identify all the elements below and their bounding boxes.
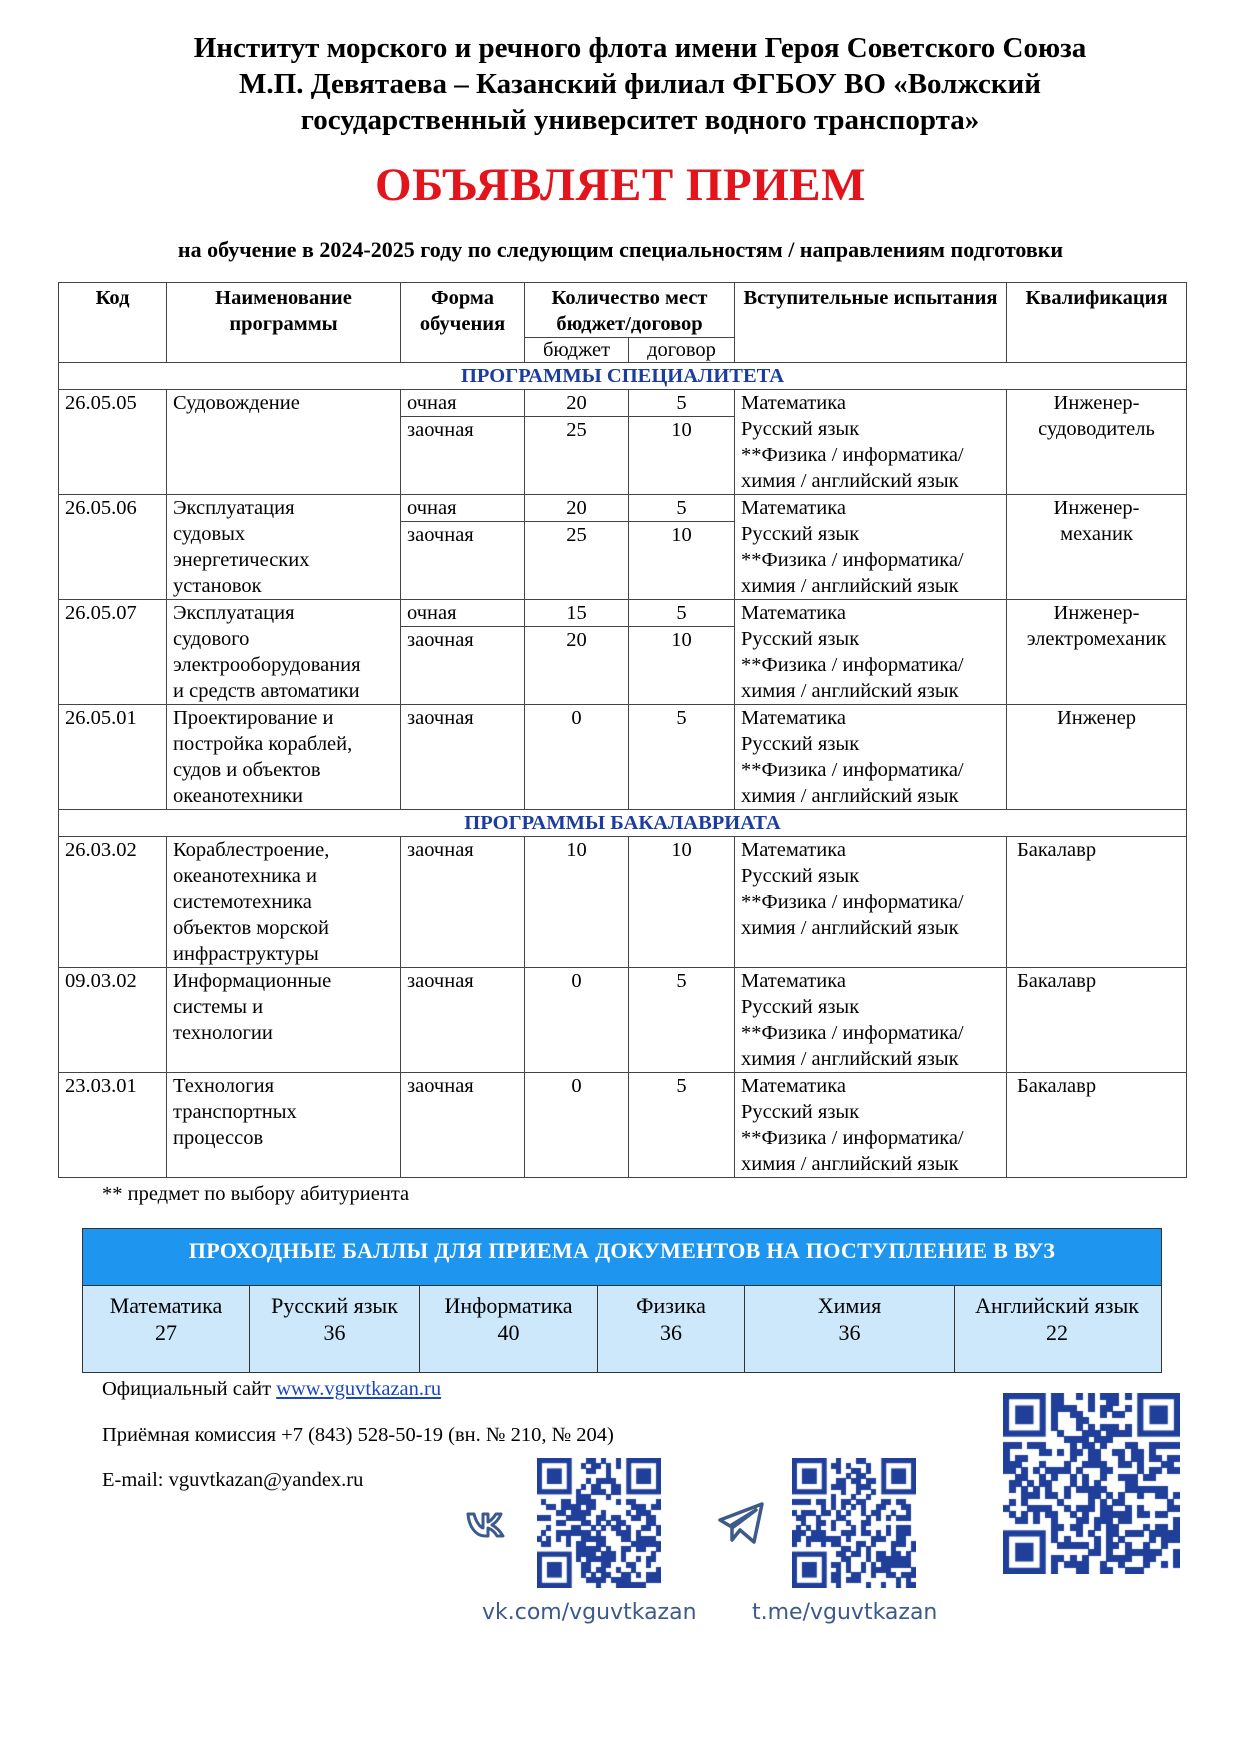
entrance-exams: [735, 968, 1007, 1073]
cell-line: Инженер-: [1053, 392, 1140, 414]
program-name: [167, 968, 401, 1073]
table-row: [59, 495, 1187, 522]
exam-line: химия / английский язык: [741, 1153, 959, 1175]
cell-line: энергетических: [173, 549, 310, 571]
cell-line: постройка кораблей,: [173, 733, 353, 755]
contract-seats: 5: [629, 600, 735, 627]
cell-line: судовых: [173, 523, 246, 545]
budget-seats: 0: [525, 968, 629, 1073]
footnote: ** предмет по выбору абитуриента: [102, 1183, 410, 1205]
contract-seats: 10: [629, 522, 735, 600]
entrance-exams: [735, 837, 1007, 968]
table-row: [59, 1073, 1187, 1178]
programs-table: [58, 282, 1187, 1178]
cell-line: технологии: [173, 1022, 273, 1044]
exam-line: Математика: [741, 707, 846, 729]
title-line-3: государственный университет водного транспорта»: [300, 104, 980, 136]
exam-line: Русский язык: [741, 865, 860, 887]
qualification: [1007, 390, 1187, 495]
cell-line: электрооборудования: [173, 654, 361, 676]
exam-line: **Физика / информатика/: [741, 444, 964, 466]
entrance-exams: [735, 1073, 1007, 1178]
passing-scores-title: ПРОХОДНЫЕ БАЛЛЫ ДЛЯ ПРИЕМА ДОКУМЕНТОВ НА ПОСТУПЛЕНИЕ В ВУЗ: [83, 1229, 1161, 1286]
entrance-exams: [735, 600, 1007, 705]
score-value: 36: [323, 1320, 346, 1345]
contract-seats: 5: [629, 390, 735, 417]
exam-line: химия / английский язык: [741, 1048, 959, 1070]
score-cell-chemistry: [745, 1286, 955, 1372]
contract-seats: 10: [629, 417, 735, 495]
exam-line: химия / английский язык: [741, 917, 959, 939]
entrance-exams: [735, 705, 1007, 810]
qualification: [1007, 837, 1187, 968]
cell-line: Кораблестроение,: [173, 839, 330, 861]
vk-link[interactable]: vk.com/vguvtkazan: [482, 1600, 697, 1625]
score-value: 40: [497, 1320, 520, 1345]
subtitle: на обучение в 2024-2025 году по следующим специальностям / направлениям подготовки: [177, 237, 1064, 262]
program-name: [167, 705, 401, 810]
qr-code-telegram: [792, 1458, 916, 1588]
program-name: [167, 495, 401, 600]
contract-seats: 5: [629, 968, 735, 1073]
qualification: [1007, 705, 1187, 810]
program-name: [167, 837, 401, 968]
score-cell-physics: [598, 1286, 745, 1372]
score-cell-english: [955, 1286, 1159, 1372]
exam-line: Русский язык: [741, 996, 860, 1018]
program-code: 26.03.02: [59, 837, 167, 968]
cell-line: Технология: [173, 1075, 275, 1097]
score-cell-informatics: [420, 1286, 598, 1372]
qualification: [1007, 600, 1187, 705]
cell-line: системотехника: [173, 891, 312, 913]
section-row: [59, 810, 1187, 837]
cell-line: механик: [1060, 523, 1133, 545]
telegram-icon[interactable]: [716, 1500, 768, 1546]
budget-seats: 20: [525, 495, 629, 522]
header-exams: Вступительные испытания: [735, 283, 1007, 363]
title-line-1: Институт морского и речного флота имени Героя Советского Союза: [193, 32, 1087, 64]
cell-line: объектов морской: [173, 917, 330, 939]
header-budget: бюджет: [525, 338, 629, 363]
contract-seats: 10: [629, 837, 735, 968]
cell-line: Бакалавр: [1017, 1075, 1097, 1097]
admissions-phone: Приёмная комиссия +7 (843) 528-50-19 (вн. № 210, № 204): [102, 1424, 614, 1446]
budget-seats: 10: [525, 837, 629, 968]
contract-seats: 5: [629, 705, 735, 810]
study-form: заочная: [401, 522, 525, 600]
program-code: 09.03.02: [59, 968, 167, 1073]
exam-line: Русский язык: [741, 628, 860, 650]
study-form: заочная: [401, 1073, 525, 1178]
announcement-heading: ОБЪЯВЛЯЕТ ПРИЕМ: [375, 159, 866, 211]
qualification: [1007, 495, 1187, 600]
cell-line: транспортных: [173, 1101, 297, 1123]
cell-line: установок: [173, 575, 262, 597]
header-program: Наименование программы: [167, 283, 401, 363]
exam-line: химия / английский язык: [741, 470, 959, 492]
programs-body: [59, 363, 1187, 1178]
exam-line: **Физика / информатика/: [741, 549, 964, 571]
entrance-exams: [735, 390, 1007, 495]
qualification: [1007, 1073, 1187, 1178]
cell-line: Эксплуатация: [173, 497, 295, 519]
program-name: [167, 1073, 401, 1178]
email: E-mail: vguvtkazan@yandex.ru: [102, 1469, 364, 1491]
telegram-link[interactable]: t.me/vguvtkazan: [752, 1600, 938, 1625]
contract-seats: 5: [629, 495, 735, 522]
header-code: Код: [59, 283, 167, 363]
score-subject: Русский язык: [271, 1293, 398, 1318]
study-form: заочная: [401, 627, 525, 705]
budget-seats: 0: [525, 705, 629, 810]
section-row: [59, 363, 1187, 390]
cell-line: Бакалавр: [1017, 839, 1097, 861]
budget-seats: 15: [525, 600, 629, 627]
cell-line: судового: [173, 628, 250, 650]
header-seats: Количество мест бюджет/договор: [525, 283, 735, 338]
budget-seats: 0: [525, 1073, 629, 1178]
program-name: [167, 390, 401, 495]
cell-line: океанотехники: [173, 785, 304, 807]
study-form: очная: [401, 495, 525, 522]
header-contract: договор: [629, 338, 735, 363]
score-subject: Математика: [109, 1293, 223, 1318]
section-title: ПРОГРАММЫ СПЕЦИАЛИТЕТА: [59, 363, 1187, 390]
program-code: 26.05.05: [59, 390, 167, 495]
cell-line: электромеханик: [1026, 628, 1167, 650]
program-code: 23.03.01: [59, 1073, 167, 1178]
exam-line: Русский язык: [741, 1101, 860, 1123]
table-row: [59, 705, 1187, 810]
study-form: заочная: [401, 968, 525, 1073]
site-link[interactable]: www.vguvtkazan.ru: [276, 1378, 442, 1400]
score-value: 36: [660, 1320, 682, 1345]
exam-line: Математика: [741, 497, 846, 519]
budget-seats: 20: [525, 627, 629, 705]
cell-line: судоводитель: [1038, 418, 1155, 440]
score-cell-math: [83, 1286, 250, 1372]
exam-line: **Физика / информатика/: [741, 654, 964, 676]
institute-title: [60, 30, 1220, 138]
qr-code-site: [1003, 1393, 1180, 1574]
exam-line: Русский язык: [741, 418, 860, 440]
passing-scores-row: [83, 1286, 1161, 1372]
exam-line: **Физика / информатика/: [741, 1022, 964, 1044]
cell-line: Инженер-: [1053, 497, 1140, 519]
cell-line: инфраструктуры: [173, 943, 319, 965]
exam-line: Русский язык: [741, 523, 860, 545]
contract-seats: 5: [629, 1073, 735, 1178]
site-label: Официальный сайт: [102, 1378, 277, 1400]
score-subject: Английский язык: [975, 1293, 1139, 1318]
exam-line: Математика: [741, 1075, 846, 1097]
vk-icon[interactable]: [466, 1510, 512, 1538]
cell-line: Судовождение: [173, 392, 300, 414]
score-subject: Химия: [817, 1293, 882, 1318]
exam-line: химия / английский язык: [741, 575, 959, 597]
cell-line: Проектирование и: [173, 707, 334, 729]
program-code: 26.05.01: [59, 705, 167, 810]
entrance-exams: [735, 495, 1007, 600]
section-title: ПРОГРАММЫ БАКАЛАВРИАТА: [59, 810, 1187, 837]
study-form: заочная: [401, 417, 525, 495]
qr-code-vk: [537, 1458, 661, 1588]
study-form: заочная: [401, 837, 525, 968]
cell-line: Бакалавр: [1017, 970, 1097, 992]
study-form: очная: [401, 600, 525, 627]
exam-line: **Физика / информатика/: [741, 1127, 964, 1149]
cell-line: океанотехника и: [173, 865, 317, 887]
budget-seats: 20: [525, 390, 629, 417]
cell-line: Инженер-: [1053, 602, 1140, 624]
cell-line: процессов: [173, 1127, 264, 1149]
contract-seats: 10: [629, 627, 735, 705]
budget-seats: 25: [525, 417, 629, 495]
table-row: [59, 837, 1187, 968]
score-subject: Физика: [636, 1293, 706, 1318]
program-code: 26.05.06: [59, 495, 167, 600]
exam-line: Математика: [741, 392, 846, 414]
exam-line: химия / английский язык: [741, 680, 959, 702]
study-form: очная: [401, 390, 525, 417]
exam-line: Математика: [741, 602, 846, 624]
study-form: заочная: [401, 705, 525, 810]
official-site: [102, 1378, 441, 1401]
score-value: 36: [838, 1320, 861, 1345]
score-cell-russian: [250, 1286, 420, 1372]
cell-line: системы и: [173, 996, 264, 1018]
score-value: 27: [155, 1320, 177, 1345]
cell-line: Эксплуатация: [173, 602, 295, 624]
program-code: 26.05.07: [59, 600, 167, 705]
cell-line: Информационные: [173, 970, 332, 992]
exam-line: Русский язык: [741, 733, 860, 755]
exam-line: **Физика / информатика/: [741, 891, 964, 913]
table-row: [59, 390, 1187, 417]
table-row: [59, 600, 1187, 627]
title-line-2: М.П. Девятаева – Казанский филиал ФГБОУ ВО «Волжский: [239, 68, 1041, 100]
header-form: Форма обучения: [401, 283, 525, 363]
exam-line: **Физика / информатика/: [741, 759, 964, 781]
budget-seats: 25: [525, 522, 629, 600]
score-value: 22: [1046, 1320, 1068, 1345]
cell-line: и средств автоматики: [173, 680, 360, 702]
passing-scores-box: [82, 1228, 1162, 1373]
table-row: [59, 968, 1187, 1073]
program-name: [167, 600, 401, 705]
cell-line: судов и объектов: [173, 759, 321, 781]
header-qualification: Квалификация: [1007, 283, 1187, 363]
score-subject: Информатика: [444, 1293, 573, 1318]
cell-line: Инженер: [1056, 707, 1137, 729]
exam-line: Математика: [741, 970, 846, 992]
qualification: [1007, 968, 1187, 1073]
exam-line: Математика: [741, 839, 846, 861]
exam-line: химия / английский язык: [741, 785, 959, 807]
